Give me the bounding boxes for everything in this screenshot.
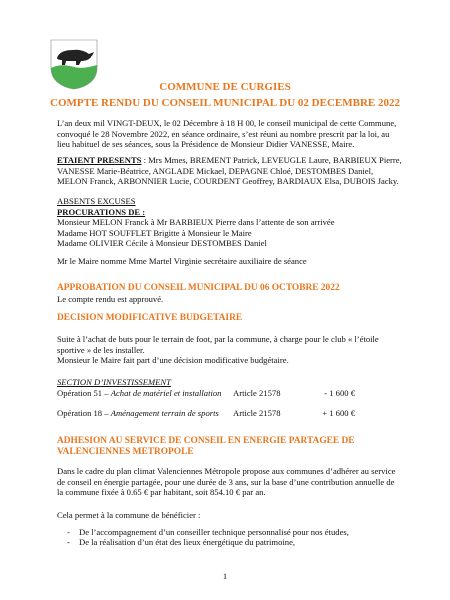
- decision-text-1: Suite à l’achat de buts pour le terrain de foot, par la commune, à charge pour le club « l’étoile sportive » de les installer.: [57, 334, 379, 355]
- list-item: - De l’accompagnement d’un conseiller technique personnalisé pour nos études,: [67, 527, 402, 538]
- excuses-block: [57, 196, 402, 249]
- decision-heading: DECISION MODIFICATIVE BUDGETAIRE: [57, 313, 243, 323]
- procuration-line: Madame HOT SOUFFLET Brigitte à Monsieur le Maire: [57, 227, 252, 238]
- document-title: COMPTE RENDU DU CONSEIL MUNICIPAL DU 02 DECEMBRE 2022: [50, 97, 400, 109]
- procuration-line: Madame OLIVIER Cécile à Monsieur DESTOMBES Daniel: [57, 238, 267, 248]
- commune-name: COMMUNE DE CURGIES: [159, 81, 291, 93]
- page-number: 1: [222, 571, 228, 581]
- approbation-section: [57, 283, 402, 304]
- decision-text-2: Monsieur le Maire fait part d’une décision modificative budgétaire.: [57, 355, 289, 365]
- adhesion-text: Dans le cadre du plan climat Valenciennes Métropole propose aux communes d’adhérer au service de conseil en énergie partagée, pour une durée de 3 ans, sur la base d’une contribution annuelle de la commune fixée à 0.65 € par habitant, soit 854.10 € par an.: [57, 466, 396, 497]
- decision-body: [57, 334, 402, 366]
- benefits-list-block: [57, 510, 402, 548]
- excuses-label: ABSENTS EXCUSES: [57, 196, 136, 206]
- adhesion-heading: ADHESION AU SERVICE DE CONSEIL EN ENERGIE PARTAGEE DE VALENCIENNES METROPOLE: [57, 436, 355, 457]
- decision-heading-wrap: [57, 313, 402, 324]
- article-code: Article 21578: [233, 408, 281, 418]
- secretary-line: Mr le Maire nomme Mme Martel Virginie secrétaire auxiliaire de séance: [57, 256, 307, 266]
- presents-paragraph: [57, 155, 402, 187]
- investment-section: [57, 377, 402, 419]
- benefits-intro: Cela permet à la commune de bénéficier :: [57, 510, 201, 520]
- amount: + 1 600 €: [322, 408, 355, 418]
- article-code: Article 21578: [233, 387, 281, 398]
- approbation-text: Le compte rendu est approuvé.: [57, 293, 164, 304]
- presents-label: ETAIENT PRESENTS: [57, 155, 142, 165]
- adhesion-body: [57, 466, 402, 498]
- presents-text: : Mrs Mmes, BREMENT Patrick, LEVEUGLE Laure, BARBIEUX Pierre, VANESSE Marie-Béatrice, ANGLADE Mickael, DEPAGNE Chloé, DESTOMBES Daniel, MELON Franck, ARBONNIER Lucie, COURDENT Geoffrey, BARDIAUX Elsa, DUBOIS Jacky.: [57, 155, 402, 186]
- procurations-label: PROCURATIONS DE :: [57, 206, 146, 217]
- procuration-line: Monsieur MELON Franck à Mr BARBIEUX Pierre dans l’attente de son arrivée: [57, 217, 335, 227]
- list-item: - De la réalisation d’un état des lieux énergétique du patrimoine,: [67, 537, 402, 548]
- benefits-list: [57, 527, 402, 548]
- amount: - 1 600 €: [324, 387, 355, 398]
- intro-paragraph: L’an deux mil VINGT-DEUX, le 02 Décembre à 18 H 00, le conseil municipal de cette Commune, convoqué le 28 Novembre 2022, en séance ordinaire, s’est réuni au nombre prescrit par la loi, au lieu habituel de ses séances, sous la Présidence de Monsieur Didier VANESSE, Maire.: [57, 118, 397, 149]
- adhesion-heading-wrap: [57, 436, 402, 457]
- operation-row: Opération 18 – Aménagement terrain de sports Article 21578 + 1 600 €: [57, 408, 355, 418]
- operation-row: Opération 51 – Achat de matériel et installation Article 21578 - 1 600 €: [57, 387, 355, 398]
- approbation-heading: APPROBATION DU CONSEIL MUNICIPAL DU 06 OCTOBRE 2022: [57, 283, 340, 293]
- section-investissement: SECTION D’INVESTISSEMENT: [57, 377, 171, 387]
